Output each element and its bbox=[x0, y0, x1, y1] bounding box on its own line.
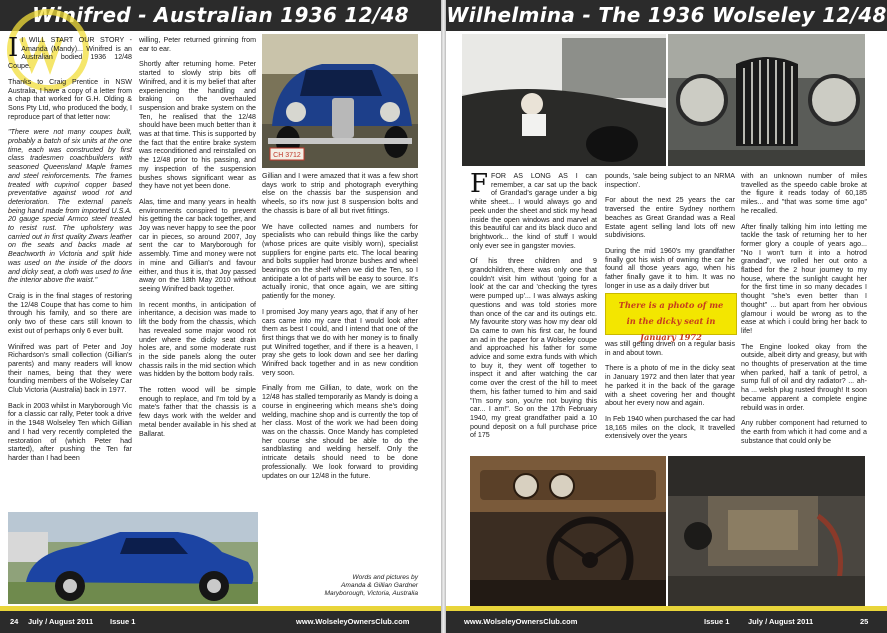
article-paragraph: Craig is in the final stages of restoring the 12/48 Coupe that has come to him through his family, and so there are only two of these cars still known to exist out of perhaps only 6 ever built. bbox=[8, 291, 132, 335]
issue-date: July / August 2011 bbox=[748, 617, 814, 626]
credit-line: Amanda & Gillian Gardner bbox=[341, 582, 418, 589]
article-paragraph: We have collected names and numbers for specialists who can rebuild things like the carby (whose prices are quite visibly worn), specialist suppliers for engine parts etc. The local bearing and bolts supplier had bronze bushes and wheel bearings on the shelf when we did the Ten, so I anticipate a lot of parts will be easy to source. It's actually ironic, that once again, we are sitting patiently for the money. bbox=[262, 222, 418, 301]
photo-wolseley-grille bbox=[668, 34, 865, 166]
article-paragraph: Thanks to Craig Prentice in NSW Australia, I have a copy of a letter from a chap that worked for G.H. Olding & Sons Pty Ltd, who produced the body, I reproduce part of that letter now: bbox=[8, 77, 132, 121]
right-article-col-3 bbox=[741, 172, 867, 458]
drop-cap-letter: F bbox=[470, 172, 489, 199]
right-page bbox=[446, 0, 887, 633]
photo-credit bbox=[262, 574, 418, 598]
caption-line: January 1972 bbox=[640, 332, 702, 342]
article-paragraph: I WILL START OUR STORY - Amanda (Mandy)... Winifred is an Australian bodied 1936 12/48 Coupe. bbox=[8, 36, 132, 71]
right-page-title: Wilhelmina - The 1936 Wolseley 12/48 bbox=[446, 3, 887, 27]
right-article-col-2-upper bbox=[605, 172, 735, 290]
right-article-col-1 bbox=[470, 172, 597, 458]
license-plate: CH 3712 bbox=[273, 152, 301, 159]
article-paragraph: Back in 2003 whilst in Maryborough Vic for a classic car rally, Peter took a drive in the 1948 Wolseley Ten which Gillian and I had very recently completed the restoration of (which Peter had started), after pushing the Ten far harder than I had been bbox=[8, 401, 132, 462]
article-paragraph: In Feb 1940 when purchased the car had 18,165 miles on the clock, It travelled extensively over the years bbox=[605, 414, 735, 441]
article-paragraph: The rotten wood will be simple enough to replace, and I'm told by a mate's father that the chassis is a few days work with the welder and metal bender available in his shed at Ballarat. bbox=[139, 386, 256, 438]
article-paragraph: For about the next 25 years the car traversed the entire Sydney northern beaches as Great Grandad was a Real Estate agent selling land lots off new subdivisions. bbox=[605, 196, 735, 240]
article-paragraph: There is a photo of me in the dicky seat in January 1972 and then later that year he parked it in the back of the garage with a sheet covering her and thought about her every now and again. bbox=[605, 364, 735, 408]
left-article-col-3 bbox=[262, 172, 418, 572]
article-paragraph: willing, Peter returned grinning from ear to ear. bbox=[139, 36, 256, 53]
left-page bbox=[0, 0, 441, 633]
letter-quote: "There were not many coupes built, probably a batch of six units at the one time, each was constructed by first class tradesmen coachbuilders with seasoned Queensland Maple frames and steel reinforcements. The frames treated with cuprinol copper based preventative against wood rot and deterioration. The external panels being hand made from imported U.S.A. 20 gauge special Armco steel treated to resist rust. The upholstery was carried out in first quality Zwars leather on the seats and backs made at Beachworth in Victoria and split hide was used on the inside of the doors and dicky seat, a cloth was used to line the interior above the waist." bbox=[8, 128, 132, 285]
footer-website-link[interactable]: www.WolseleyOwnersClub.com bbox=[464, 617, 578, 626]
footer-website-link[interactable]: www.WolseleyOwnersClub.com bbox=[296, 617, 410, 626]
photo-blue-coupe-side bbox=[8, 512, 258, 604]
issue-number: Issue 1 bbox=[704, 617, 730, 626]
article-paragraph: Of his three children and 9 grandchildren, there was only one that couldn't visit him without 'going for a look' at the car and 'checking the tyres were pumped up'... I was always asking questions and was told stories more than once of the car and its outings etc. My favourite story was how my dear old Da came to own his first car, he found an ad in the paper for a Wolseley coupe and approached his father for some advice and some extra funds with which to buy it, they went off together to inspect it and after watching the car come over the crest of the hill to meet them, his father turned to him and said "I'm sorry son, you're not buying this car... I am!". So on the 17th February 1940, my great grandfather paid a 10 pound deposit on a full purchase price of 175 bbox=[470, 257, 597, 440]
left-page-title: Winifred - Australian 1936 12/48 bbox=[32, 3, 409, 27]
article-paragraph: Alas, time and many years in health environments conspired to prevent his getting the car back together, and Joy was never happy to see the poor car in pieces, so around 2007, Joy sent the car to Maryborough for assembly. Time and money were not in mine and Gillian's and favour either, and thus it is, that Joy passed away on the 18th May 2010 without seeing Winifred back together. bbox=[139, 197, 256, 293]
article-paragraph: pounds, 'sale being subject to an NRMA inspection'. bbox=[605, 172, 735, 189]
left-article-col-2 bbox=[139, 36, 256, 510]
credit-line: Words and pictures by bbox=[352, 574, 418, 581]
article-paragraph: The Engine looked okay from the outside, albeit dirty and greasy, but with no thoughts of preservation at the time when parked, half a tank of petrol, a sump full of oil and dry radiator? ... ah-ha ... welsh plug rusted through! It soon became apparent a complete engine rebuild was in order. bbox=[741, 342, 867, 412]
photo-caption-box bbox=[605, 293, 737, 342]
photo-engine-bay bbox=[668, 456, 865, 606]
article-paragraph: After finally talking him into letting me tackle the task of returning her to her former glory a couple of years ago... "No I won't turn it into a hotrod grandad", we rolled her out onto a flatbed for the 2 hour journey to my house, where the sunlight caught her for the first time in so many decades I thought "she's even better than I thought" ... but apart from her obvious glamour i would be wrong as to the ease at which i could bring her back to life! bbox=[741, 222, 867, 335]
page-number: 25 bbox=[860, 617, 869, 626]
footer-band bbox=[446, 606, 887, 611]
right-footer bbox=[446, 606, 887, 633]
photo-blue-coupe-front bbox=[262, 34, 418, 168]
article-paragraph: Finally from me Gillian, to date, work on the 12/48 has stalled temporarily as Mandy is doing a course in engineering which means she's doing welding, machine shop and is currently the top of her class. Most of the work we had been doing was on the chassis. Once Mandy has completed her course she should be able to do the sandblasting and welding herself. Only the intricate details should need to be done professionally. We look forward to providing updates on our 12/48 in the future. bbox=[262, 384, 418, 480]
photo-vintage-child-in-car bbox=[462, 34, 666, 166]
drop-cap-letter: I bbox=[8, 36, 19, 63]
article-paragraph: Shortly after returning home. Peter started to slowly strip bits off Winifred, and it is my belief that after experiencing the handling and braking on the overhauled suspension and brake system on the Ten, he realised that the 12/48 should have been much better than it was at that time. This is supported by the fact that the entire brake system was reconditioned and reinstalled on the 12/48 prior to his passing, and my inspection of the suspension bushes shows significant wear as they have not yet been done. bbox=[139, 60, 256, 191]
article-paragraph: Winifred was part of Peter and Joy Richardson's small collection (Gillian's parents) and many readers will know their names, being that they were founding members of the Wolseley Car Club Victoria (Australia) back in 1977. bbox=[8, 342, 132, 395]
caption-line: There is a photo of me bbox=[618, 300, 724, 310]
article-paragraph: Gillian and I were amazed that it was a few short days work to strip and photograph everything else on the chassis bar the suspension and wheels, so it's now just 8 suspension bolts and the chassis is bare of all but rivet fittings. bbox=[262, 172, 418, 215]
photo-dashboard-interior bbox=[470, 456, 666, 606]
right-title-bar bbox=[446, 0, 887, 31]
right-article-col-2-lower bbox=[605, 340, 735, 458]
article-paragraph: I promised Joy many years ago, that if any of her cars came into my care that I would look after them as best I could, and I intend that one of the first things that we do with her money is to finally put Winifred together, and if there is a heaven, I pray she gets to look down and see her darling Winifred back together and in as new condition very soon. bbox=[262, 307, 418, 377]
article-paragraph: was still getting driven on a regular basis in and about town. bbox=[605, 340, 735, 357]
article-paragraph: FOR AS LONG AS I can remember, a car sat up the back of Grandad's garage under a big white sheet... I would always go and peek under the sheet and stick my head inside the open windows and marvel at this beautiful car and its black duco and brightwork... the kind of stuff I would only ever see in gangster movies. bbox=[470, 172, 597, 250]
issue-date: July / August 2011 bbox=[28, 617, 94, 626]
footer-band bbox=[0, 606, 441, 611]
article-paragraph: During the mid 1960's my grandfather finally got his wish of owning the car he found all those years ago, when his father finally gave it to him. It was no longer in use as a daily driver but bbox=[605, 246, 735, 290]
article-paragraph: with an unknown number of miles travelled as the speedo cable broke at the figure it reads today of 60,185 miles... and "that was some time ago" he recalled. bbox=[741, 172, 867, 215]
article-paragraph: Any rubber component had returned to the earth from which it had come and a substance that could only be bbox=[741, 419, 867, 445]
caption-line: in the dicky seat in bbox=[626, 316, 716, 326]
left-article-col-1 bbox=[8, 36, 132, 572]
left-footer bbox=[0, 606, 441, 633]
credit-line: Maryborough, Victoria, Australia bbox=[324, 590, 418, 597]
article-paragraph: In recent months, in anticipation of inheritance, a decision was made to lift the body from the chassis, which has revealed some major wood rot under where the dicky seat drain holes are, and some moderate rust in the side panels along the outer chassis rails in the mid section which was hidden by the bottom body rails. bbox=[139, 300, 256, 379]
page-number: 24 bbox=[10, 617, 19, 626]
issue-number: Issue 1 bbox=[110, 617, 136, 626]
